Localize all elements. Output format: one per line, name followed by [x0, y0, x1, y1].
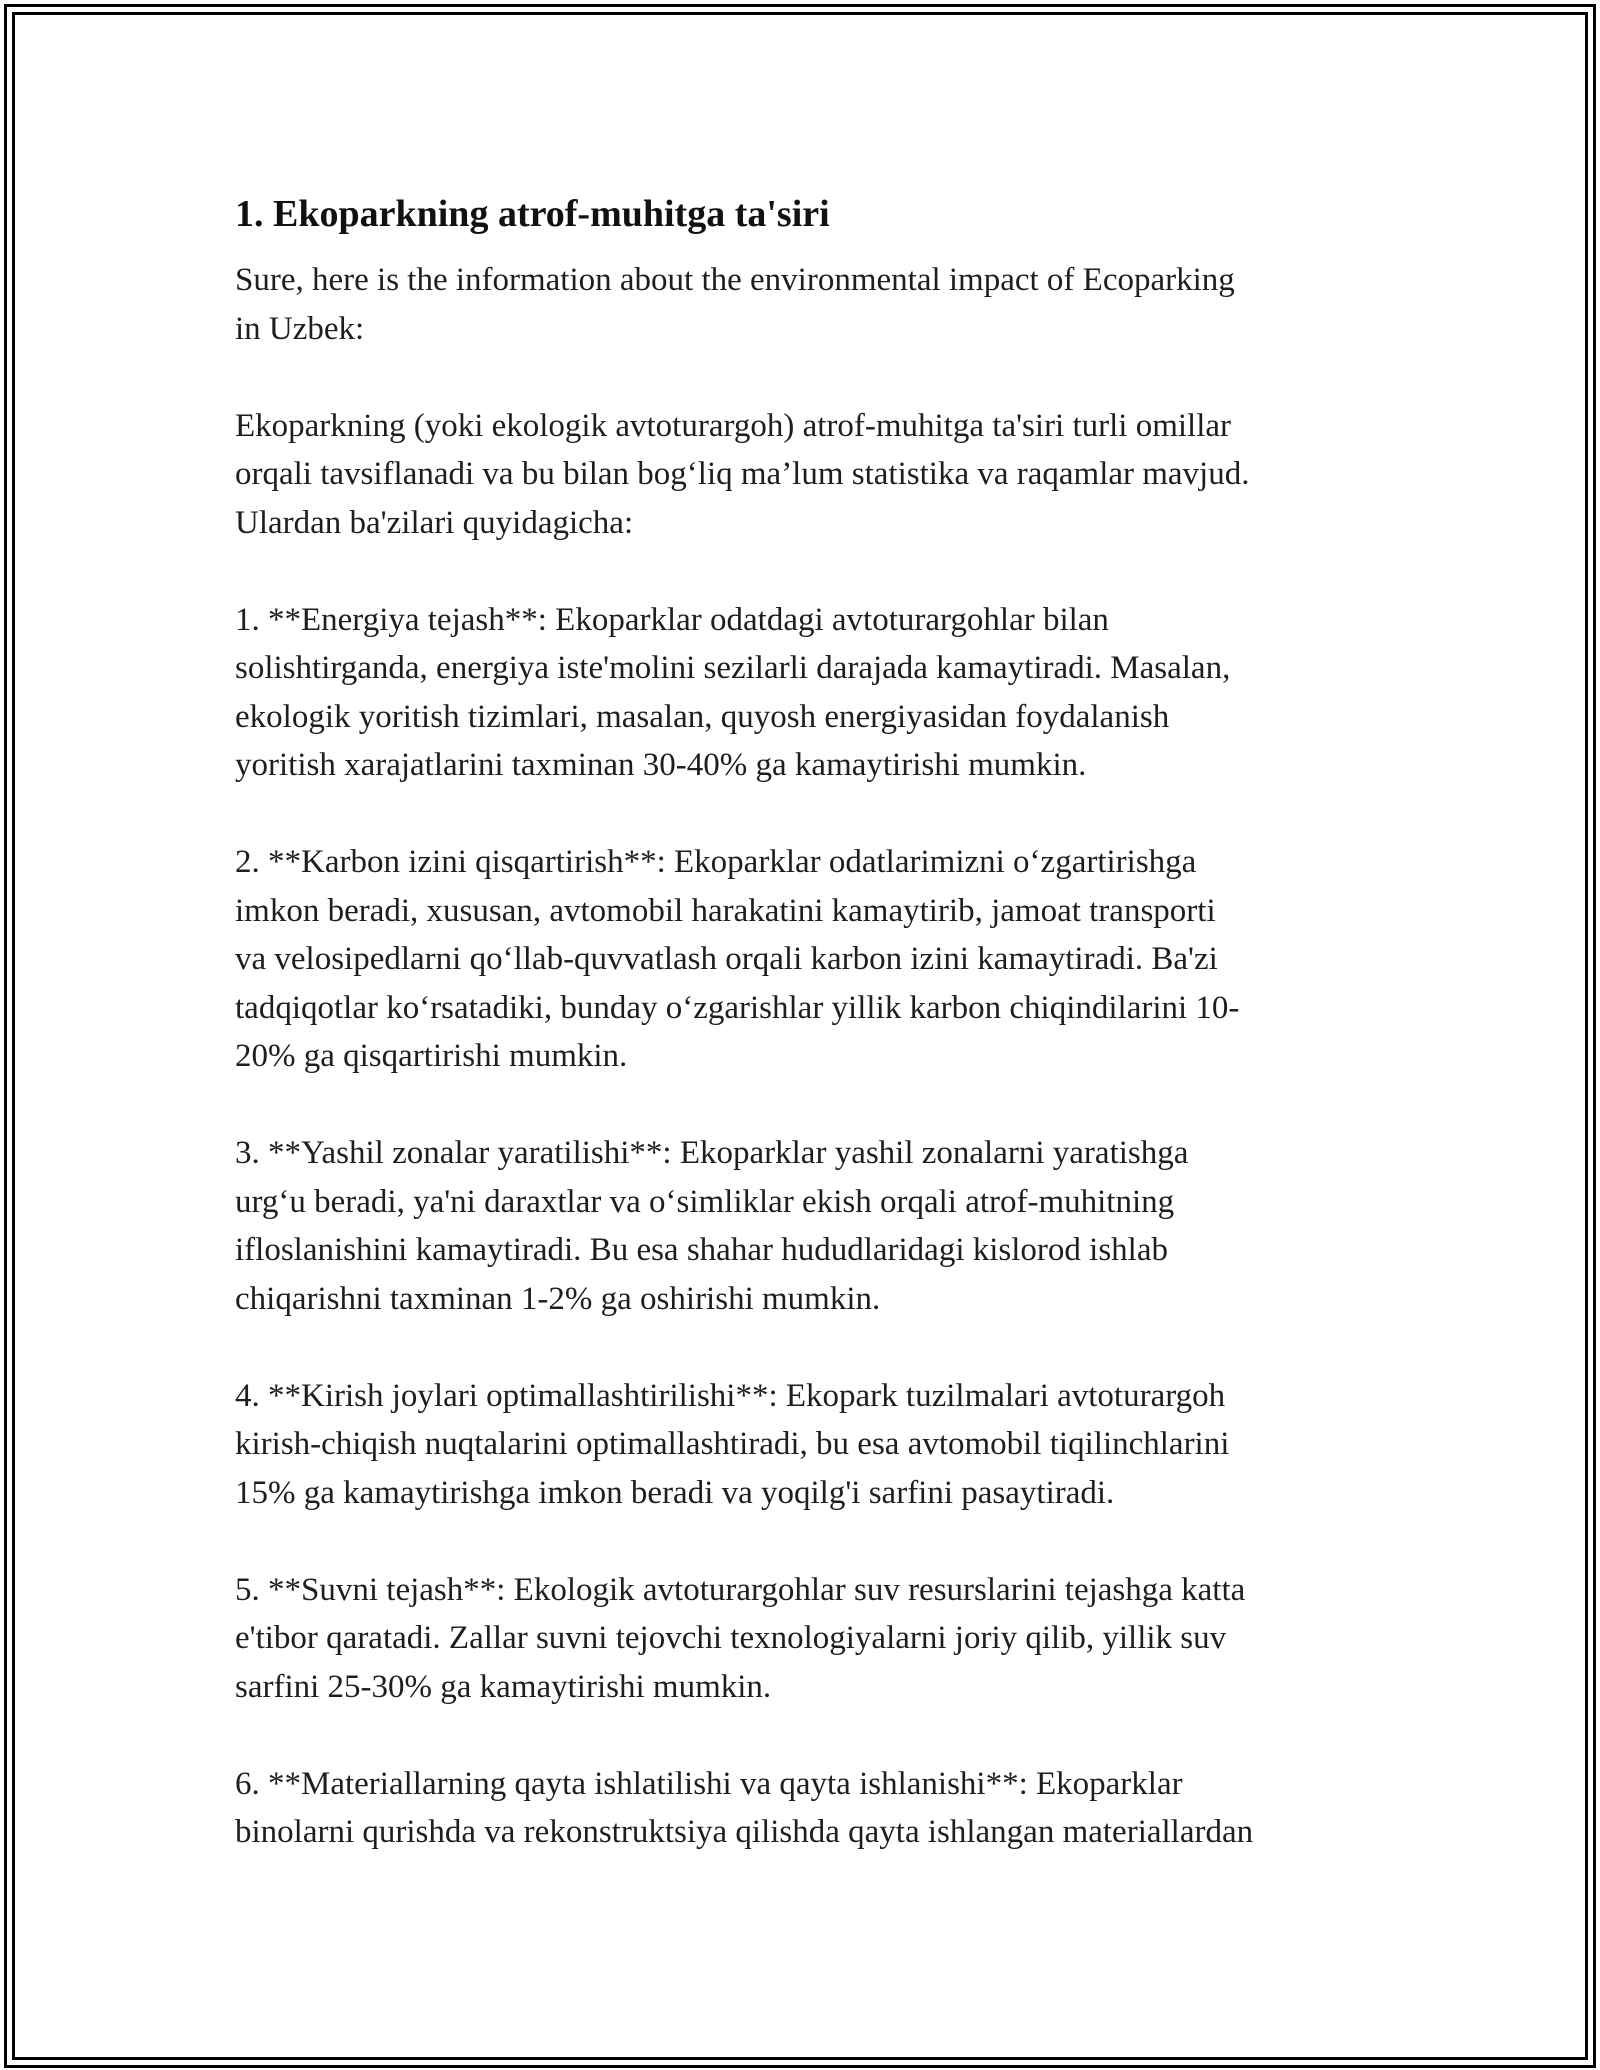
text-line: 2. **Karbon izini qisqartirish**: Ekoparklar odatlarimizni o‘zgartirishga [235, 844, 1197, 880]
text-line: 6. **Materiallarning qayta ishlatilishi va qayta ishlanishi**: Ekoparklar [235, 1765, 1183, 1802]
document-body [235, 184, 1375, 1905]
text-line: va velosipedlarni qo‘llab-quvvatlash orqali karbon izini kamaytiradi. Ba'zi [235, 941, 1218, 977]
text-line: kirish-chiqish nuqtalarini optimallashtiradi, bu esa avtomobil tiqilinchlarini [235, 1426, 1230, 1462]
text-line: Ulardan ba'zilari quyidagicha: [235, 504, 634, 541]
text-line: 4. **Kirish joylari optimallashtirilishi**: Ekopark tuzilmalari avtoturargoh [235, 1377, 1226, 1414]
text-line: 15% ga kamaytirishga imkon beradi va yoqilg'i sarfini pasaytiradi. [235, 1474, 1115, 1511]
list-item-entrances [235, 1372, 1375, 1518]
text-line: ekologik yoritish tizimlari, masalan, quyosh energiyasidan foydalanish [235, 698, 1170, 735]
text-line: 1. **Energiya tejash**: Ekoparklar odatdagi avtoturargohlar bilan [235, 601, 1109, 638]
text-line: e'tibor qaratadi. Zallar suvni tejovchi texnologiyalarni joriy qilib, yillik suv [235, 1620, 1227, 1656]
section-heading: 1. Ekoparkning atrof-muhitga ta'siri [235, 193, 830, 235]
list-item-energy [235, 596, 1375, 790]
list-item-materials [235, 1760, 1375, 1857]
text-line: 3. **Yashil zonalar yaratilishi**: Ekoparklar yashil zonalarni yaratishga [235, 1135, 1189, 1171]
text-line: imkon beradi, xususan, avtomobil harakatini kamaytirib, jamoat transporti [235, 892, 1216, 929]
text-line: ifloslanishini kamaytiradi. Bu esa shahar hududlaridagi kislorod ishlab [235, 1232, 1168, 1268]
text-line: tadqiqotlar ko‘rsatadiki, bunday o‘zgarishlar yillik karbon chiqindilarini 10- [235, 989, 1240, 1026]
list-item-green-zones [235, 1129, 1375, 1323]
text-line: urg‘u beradi, ya'ni daraxtlar va o‘simliklar ekish orqali atrof-muhitning [235, 1183, 1175, 1220]
list-item-carbon [235, 838, 1375, 1081]
text-line: 20% ga qisqartirishi mumkin. [235, 1038, 628, 1074]
text-line: Sure, here is the information about the environmental impact of Ecoparking [235, 262, 1235, 298]
text-line: chiqarishni taxminan 1-2% ga oshirishi mumkin. [235, 1280, 881, 1317]
overview-paragraph [235, 402, 1375, 548]
text-line: 5. **Suvni tejash**: Ekologik avtoturargohlar suv resurslarini tejashga katta [235, 1571, 1246, 1608]
text-line: yoritish xarajatlarini taxminan 30-40% ga kamaytirishi mumkin. [235, 747, 1087, 783]
text-line: Ekoparkning (yoki ekologik avtoturargoh) atrof-muhitga ta'siri turli omillar [235, 407, 1232, 444]
text-line: binolarni qurishda va rekonstruktsiya qilishda qayta ishlangan materiallardan [235, 1814, 1254, 1850]
text-line: solishtirganda, energiya iste'molini sezilarli darajada kamaytiradi. Masalan, [235, 650, 1231, 686]
text-line: sarfini 25-30% ga kamaytirishi mumkin. [235, 1668, 772, 1705]
text-line: in Uzbek: [235, 310, 365, 347]
list-item-water [235, 1566, 1375, 1712]
text-line: orqali tavsiflanadi va bu bilan bog‘liq ma’lum statistika va raqamlar mavjud. [235, 456, 1250, 492]
intro-paragraph [235, 256, 1375, 353]
